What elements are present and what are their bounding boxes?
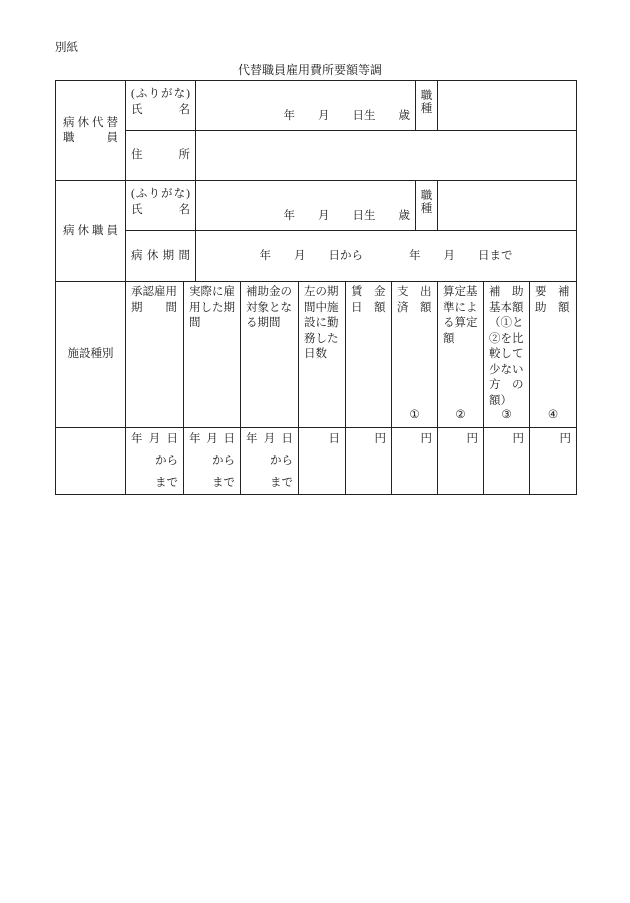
- substitute-job-type-entry-cell: [438, 81, 577, 131]
- facility-header-row: [56, 281, 577, 427]
- header-label: 実際に雇 用した期 間: [189, 286, 235, 329]
- header-approved-employment-period: [126, 281, 184, 427]
- sick-staff-name-row: [56, 181, 577, 231]
- header-label: 補助金の 対象とな る期間: [246, 286, 292, 329]
- actual-period-entry-cell: [184, 427, 241, 494]
- header-label: 算定基 準によ る算定 額: [443, 286, 478, 345]
- period-from-label: から: [155, 454, 178, 467]
- column-number-marker: ④: [547, 409, 559, 421]
- required-subsidy-entry-cell: 円: [530, 427, 577, 494]
- header-subsidy-base-amount: [484, 281, 530, 427]
- header-standard-calculated-amount: [438, 281, 484, 427]
- column-number-marker: ③: [501, 409, 512, 421]
- sick-leave-period-field: 年 月 日から 年 月 日まで: [196, 231, 577, 282]
- subsidy-base-entry-cell: 円: [484, 427, 530, 494]
- amount-paid-entry-cell: 円: [392, 427, 438, 494]
- facility-type-entry-cell: [56, 427, 126, 494]
- period-date-placeholder: 年 月 日: [131, 432, 178, 445]
- substitute-address-entry-cell: [196, 131, 577, 181]
- approved-period-entry-cell: [126, 427, 184, 494]
- column-number-marker: ①: [409, 409, 420, 421]
- substitute-staff-section-label: 病休代替 職 員: [56, 81, 126, 181]
- header-daily-wage: [346, 281, 392, 427]
- sick-staff-section-label: 病休職員: [56, 181, 126, 282]
- substitute-address-row: [56, 131, 577, 181]
- header-subsidy-target-period: [241, 281, 299, 427]
- header-actual-employment-period: [184, 281, 241, 427]
- sick-staff-job-type-entry-cell: [438, 181, 577, 231]
- facility-type-label: 施設種別: [56, 281, 126, 427]
- header-amount-paid: [392, 281, 438, 427]
- substitute-name-row: [56, 81, 577, 131]
- substitute-job-type-label: 職 種: [416, 81, 438, 131]
- subsidy-period-entry-cell: [241, 427, 299, 494]
- sick-staff-job-type-label: 職 種: [416, 181, 438, 231]
- document-title: 代替職員雇用費所要額等調: [237, 63, 382, 77]
- substitute-birth-age-field: 年 月 日生 歳: [196, 81, 416, 131]
- facility-entry-row: [56, 427, 577, 494]
- period-to-label: まで: [212, 476, 235, 489]
- sick-staff-birth-age-field: 年 月 日生 歳: [196, 181, 416, 231]
- sick-leave-period-label: 病休期間: [126, 231, 196, 282]
- facility-cost-table: [55, 281, 577, 495]
- header-label: 要 補 助 額: [535, 286, 570, 314]
- period-date-placeholder: 年 月 日: [189, 432, 235, 445]
- days-worked-entry-cell: 日: [299, 427, 346, 494]
- header-label: 支 出 済 額: [397, 286, 432, 314]
- column-number-marker: ②: [455, 409, 466, 421]
- period-to-label: まで: [270, 476, 293, 489]
- header-label: 承認雇用 期 間: [131, 286, 177, 314]
- period-from-label: から: [270, 454, 293, 467]
- period-to-label: まで: [155, 476, 178, 489]
- sick-staff-name-label: (ふりがな) 氏 名: [126, 181, 196, 231]
- header-label: 左の期 間中施 設に勤 務した 日数: [304, 286, 339, 360]
- daily-wage-entry-cell: 円: [346, 427, 392, 494]
- period-from-label: から: [212, 454, 235, 467]
- header-required-subsidy-amount: [530, 281, 577, 427]
- staff-info-table: [55, 80, 577, 282]
- header-days-worked: [299, 281, 346, 427]
- header-label: 補 助 基本額 （①と ②を比 較して 少ない 方 の 額）: [489, 286, 524, 407]
- substitute-address-label: 住 所: [126, 131, 196, 181]
- header-label: 賃 金 日 額: [351, 286, 386, 314]
- standard-amount-entry-cell: 円: [438, 427, 484, 494]
- period-date-placeholder: 年 月 日: [246, 432, 293, 445]
- sick-leave-period-row: [56, 231, 577, 282]
- substitute-name-label: (ふりがな) 氏 名: [126, 81, 196, 131]
- attachment-label: 別紙: [55, 42, 78, 54]
